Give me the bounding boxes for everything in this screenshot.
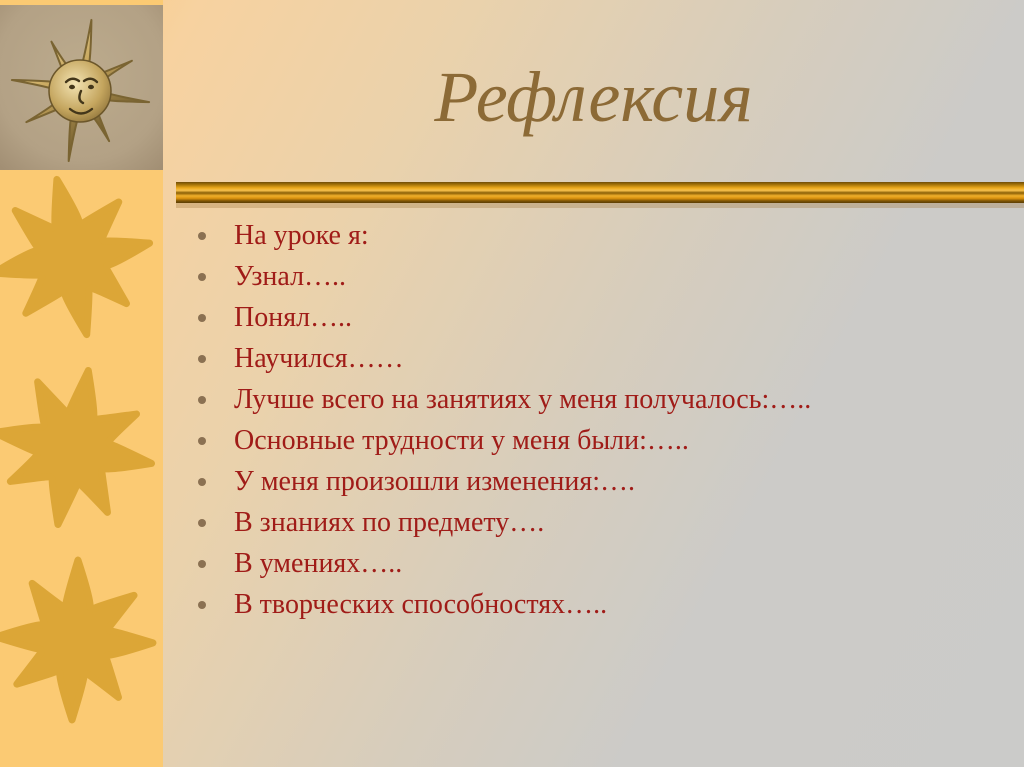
sun-icon [0,168,161,346]
bullet-text: На уроке я: [234,219,369,251]
sun-icon [0,554,160,727]
sun-icon [0,352,163,543]
bullet-item [176,543,1006,584]
bullet-text: В знаниях по предмету…. [234,506,545,538]
bullet-dot-icon [198,519,206,527]
bullet-item [176,256,1006,297]
bullet-item [176,338,1006,379]
bullet-dot-icon [198,560,206,568]
bullet-item [176,379,1006,420]
bullet-text: Научился…… [234,342,404,374]
bullet-dot-icon [198,478,206,486]
bullet-item [176,461,1006,502]
divider-bar-shadow [176,203,1024,208]
bullet-text: Основные трудности у меня были:….. [234,424,689,456]
metallic-sun-icon [0,5,163,170]
bullet-dot-icon [198,601,206,609]
bullet-text: В творческих способностях….. [234,588,608,620]
bullet-text: У меня произошли изменения:…. [234,465,636,497]
bullet-dot-icon [198,273,206,281]
slide-title: Рефлексия [434,57,753,137]
bullet-dot-icon [198,314,206,322]
bullet-dot-icon [198,232,206,240]
bullet-dot-icon [198,396,206,404]
sun-face-image [0,5,163,170]
bullet-text: Лучше всего на занятиях у меня получалось:….. [234,383,812,415]
bullet-text: Узнал….. [234,260,347,292]
bullet-list [176,215,1006,625]
divider-bar [176,182,1024,203]
bullet-item [176,584,1006,625]
bullet-text: Понял….. [234,301,353,333]
bullet-dot-icon [198,355,206,363]
bullet-item [176,297,1006,338]
bullet-item [176,502,1006,543]
bullet-item [176,420,1006,461]
bullet-item [176,215,1006,256]
bullet-dot-icon [198,437,206,445]
bullet-text: В умениях….. [234,547,403,579]
